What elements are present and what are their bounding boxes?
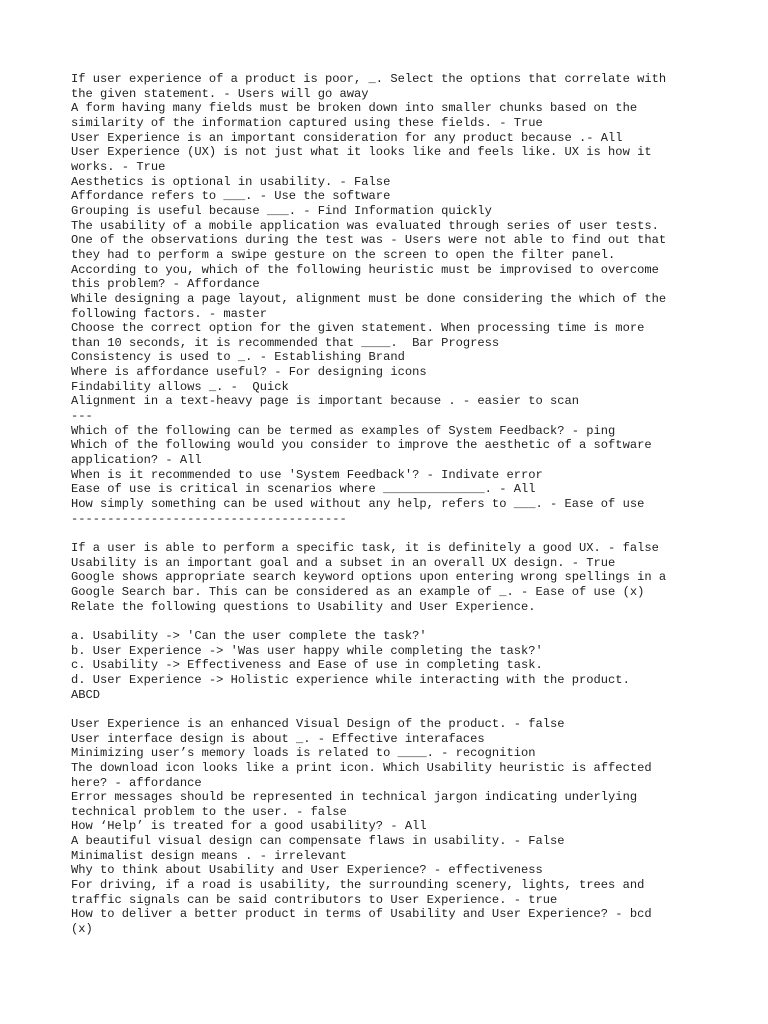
text-line: works. - True <box>71 159 166 174</box>
text-line: According to you, which of the following heuristic must be improvised to overcome <box>71 262 659 277</box>
text-line: ABCD <box>71 687 101 702</box>
text-line: A form having many fields must be broken down into smaller chunks based on the <box>71 101 638 116</box>
text-line: The download icon looks like a print icon. Which Usability heuristic is affected <box>71 760 652 775</box>
text-line: The usability of a mobile application was evaluated through series of user tests. <box>71 218 659 233</box>
text-line: Minimizing user’s memory loads is related to ____. - recognition <box>71 746 536 761</box>
text-line: c. Usability -> Effectiveness and Ease of use in completing task. <box>71 658 543 673</box>
text-line: application? - All <box>71 453 202 468</box>
text-line: Consistency is used to _. - Establishing Brand <box>71 350 405 365</box>
text-line: Aesthetics is optional in usability. - False <box>71 174 391 189</box>
blank-line <box>71 614 701 629</box>
blank-line <box>71 526 701 541</box>
text-line: a. Usability -> 'Can the user complete the task?' <box>71 628 427 643</box>
text-line: When is it recommended to use 'System Feedback'? - Indivate error <box>71 467 543 482</box>
text-line: For driving, if a road is usability, the surrounding scenery, lights, trees and <box>71 878 645 893</box>
text-line: Error messages should be represented in technical jargon indicating underlying <box>71 790 638 805</box>
text-line: d. User Experience -> Holistic experience while interacting with the product. <box>71 672 630 687</box>
text-line: --- <box>71 409 93 424</box>
text-line: Usability is an important goal and a subset in an overall UX design. - True <box>71 555 616 570</box>
text-line: If a user is able to perform a specific task, it is definitely a good UX. - false <box>71 541 659 555</box>
text-line: Affordance refers to ___. - Use the software <box>71 189 391 204</box>
text-line: Ease of use is critical in scenarios where ______________. - All <box>71 482 536 497</box>
text-line: b. User Experience -> 'Was user happy while completing the task?' <box>71 643 543 658</box>
text-line: Alignment in a text-heavy page is important because . - easier to scan <box>71 394 580 409</box>
text-line: User Experience is an enhanced Visual Design of the product. - false <box>71 716 565 731</box>
text-line: Which of the following can be termed as examples of System Feedback? - ping <box>71 423 616 438</box>
text-line: they had to perform a swipe gesture on the screen to open the filter panel. <box>71 247 616 262</box>
text-line: How to deliver a better product in terms of Usability and User Experience? - bcd <box>71 907 652 922</box>
text-line: Google Search bar. This can be considered as an example of _. - Ease of use (x) <box>71 584 645 599</box>
text-line: Relate the following questions to Usability and User Experience. <box>71 599 536 614</box>
text-line: Minimalist design means . - irrelevant <box>71 848 347 863</box>
text-line: While designing a page layout, alignment must be done considering the which of the <box>71 291 667 306</box>
text-line: Which of the following would you consider to improve the aesthetic of a software <box>71 438 652 453</box>
text-line: If user experience of a product is poor, _. Select the options that correlate with <box>71 72 667 86</box>
document-body <box>71 72 701 937</box>
text-line: Where is affordance useful? - For designing icons <box>71 365 427 380</box>
text-line: Why to think about Usability and User Experience? - effectiveness <box>71 863 543 878</box>
text-line: similarity of the information captured using these fields. - True <box>71 115 543 130</box>
text-line: User Experience is an important consideration for any product because .- All <box>71 130 623 145</box>
text-line: following factors. - master <box>71 306 267 321</box>
blank-line <box>71 702 701 717</box>
text-line: technical problem to the user. - false <box>71 804 347 819</box>
text-line: User interface design is about _. - Effective interafaces <box>71 731 485 746</box>
text-line: One of the observations during the test was - Users were not able to find out that <box>71 233 667 248</box>
text-line: Findability allows _. - Quick <box>71 379 289 394</box>
text-line: Google shows appropriate search keyword options upon entering wrong spellings in a <box>71 570 667 585</box>
text-line: User Experience (UX) is not just what it looks like and feels like. UX is how it <box>71 145 652 160</box>
text-line: than 10 seconds, it is recommended that ____. Bar Progress <box>71 335 500 350</box>
text-line: (x) <box>71 922 93 937</box>
text-line: Choose the correct option for the given statement. When processing time is more <box>71 321 645 336</box>
text-line: here? - affordance <box>71 775 202 790</box>
text-line: traffic signals can be said contributors to User Experience. - true <box>71 892 558 907</box>
text-line: -------------------------------------- <box>71 511 347 526</box>
text-line: A beautiful visual design can compensate flaws in usability. - False <box>71 834 565 849</box>
text-line: Grouping is useful because ___. - Find Information quickly <box>71 203 492 218</box>
text-line: How simply something can be used without any help, refers to ___. - Ease of use <box>71 497 645 512</box>
text-line: this problem? - Affordance <box>71 277 260 292</box>
text-line: the given statement. - Users will go away <box>71 86 369 101</box>
text-line: How ‘Help’ is treated for a good usability? - All <box>71 819 427 834</box>
